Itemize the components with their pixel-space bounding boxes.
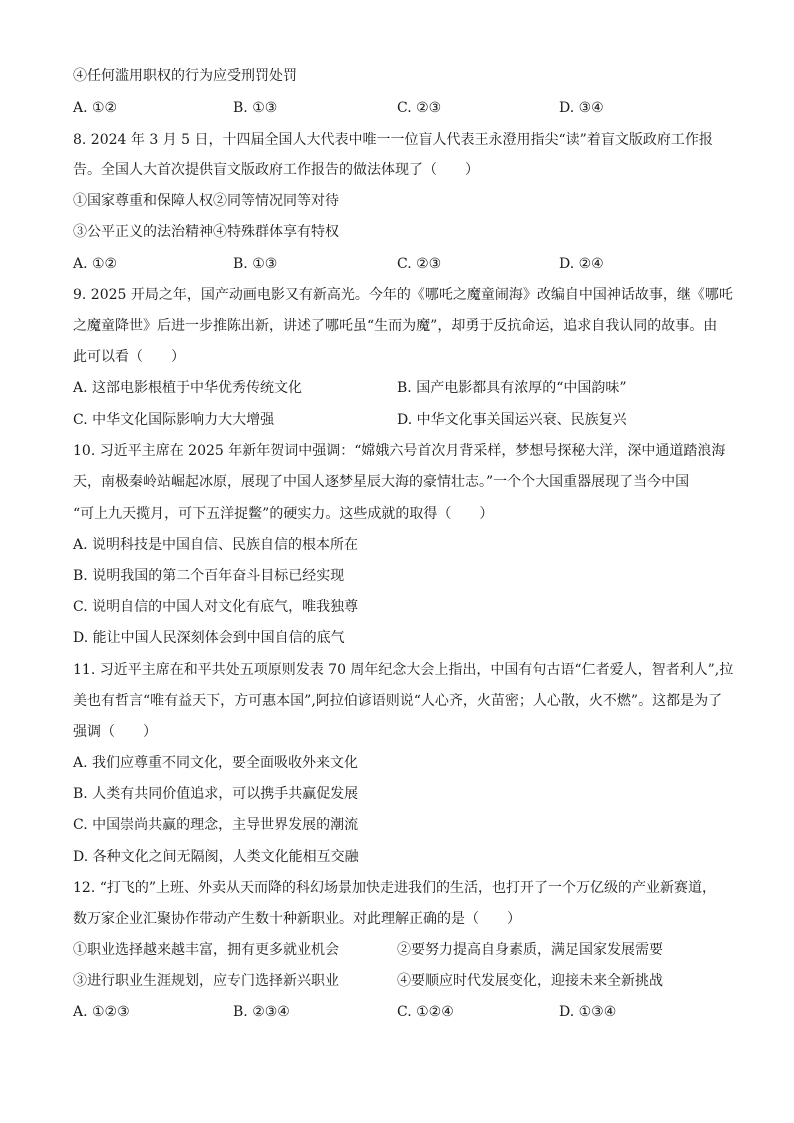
q10-stem-line1: 10. 习近平主席在 2025 年新年贺词中强调：“嫦娥六号首次月背采样，梦想号探秘大洋，深中通道踏浪海: [73, 443, 726, 459]
q7-option-d: D. ③④: [559, 100, 604, 116]
q12-option-d: D. ①③④: [559, 1004, 617, 1020]
q9-stem-line1: 9. 2025 开局之年，国产动画电影又有新高光。今年的《哪吒之魔童闹海》改编自中国神话故事，继《哪吒: [73, 287, 733, 303]
q11-option-b: B. 人类有共同价值追求，可以携手共赢促发展: [73, 786, 359, 802]
q12-stem-line2: 数万家企业汇聚协作带动产生数十种新职业。对此理解正确的是（ ）: [73, 911, 521, 927]
q9-stem-line3: 此可以看（ ）: [73, 349, 185, 365]
q11-stem-line3: 强调（ ）: [73, 724, 157, 740]
q9-stem-line2: 之魔童降世》后进一步推陈出新，讲述了哪吒虽“生而为魔”，却勇于反抗命运，追求自我认同的故事。由: [73, 318, 718, 334]
q12-stem-line1: 12. “打飞的”上班、外卖从天而降的科幻场景加快走进我们的生活，也打开了一个万亿级的产业新赛道，: [73, 880, 717, 896]
q12-item-1: ①职业选择越来越丰富，拥有更多就业机会: [73, 942, 339, 958]
q9-option-a: A. 这部电影根植于中华优秀传统文化: [73, 380, 303, 396]
q12-item-4: ④要顺应时代发展变化，迎接未来全新挑战: [397, 973, 663, 989]
q8-stem-line2: 告。全国人大首次提供盲文版政府工作报告的做法体现了（ ）: [73, 162, 479, 178]
q12-item-2: ②要努力提高自身素质，满足国家发展需要: [397, 942, 663, 958]
q9-option-c: C. 中华文化国际影响力大大增强: [73, 412, 275, 428]
q8-option-d: D. ②④: [559, 256, 604, 272]
q9-option-d: D. 中华文化事关国运兴衰、民族复兴: [397, 412, 627, 428]
q7-option-a: A. ①②: [73, 100, 118, 116]
q7-option-c: C. ②③: [397, 100, 442, 116]
q10-option-c: C. 说明自信的中国人对文化有底气，唯我独尊: [73, 599, 359, 615]
q8-stem-line1: 8. 2024 年 3 月 5 日，十四届全国人大代表中唯一一位盲人代表王永澄用指尖“读”着盲文版政府工作报: [73, 132, 713, 148]
q12-option-a: A. ①②③: [73, 1004, 130, 1020]
q11-stem-line1: 11. 习近平主席在和平共处五项原则发表 70 周年纪念大会上指出，中国有句古语“仁者爱人，智者利人”,拉: [73, 662, 734, 678]
q10-option-d: D. 能让中国人民深刻体会到中国自信的底气: [73, 630, 345, 646]
q8-option-b: B. ①③: [233, 256, 278, 272]
q10-option-b: B. 说明我国的第二个百年奋斗目标已经实现: [73, 568, 345, 584]
q11-option-c: C. 中国崇尚共赢的理念，主导世界发展的潮流: [73, 817, 359, 833]
q10-option-a: A. 说明科技是中国自信、民族自信的根本所在: [73, 537, 359, 553]
q11-stem-line2: 美也有哲言“唯有益天下，方可惠本国”,阿拉伯谚语则说“人心齐，火苗密；人心散，火不燃”。这都是为了: [73, 693, 723, 709]
q8-option-a: A. ①②: [73, 256, 118, 272]
q12-option-b: B. ②③④: [233, 1004, 290, 1020]
q7-item-4: ④任何滥用职权的行为应受刑罚处罚: [73, 68, 297, 84]
q8-option-c: C. ②③: [397, 256, 442, 272]
q12-option-c: C. ①②④: [397, 1004, 454, 1020]
q8-items-line1: ①国家尊重和保障人权②同等情况同等对待: [73, 193, 339, 209]
q11-option-d: D. 各种文化之间无隔阂，人类文化能相互交融: [73, 849, 359, 865]
q11-option-a: A. 我们应尊重不同文化，要全面吸收外来文化: [73, 755, 359, 771]
q9-option-b: B. 国产电影都具有浓厚的“中国韵味”: [397, 380, 627, 396]
q10-stem-line2: 天，南极秦岭站崛起冰原，展现了中国人逐梦星辰大海的豪情壮志。”一个个大国重器展现了当今中国: [73, 474, 690, 490]
q12-item-3: ③进行职业生涯规划，应专门选择新兴职业: [73, 973, 339, 989]
q7-option-b: B. ①③: [233, 100, 278, 116]
q8-items-line2: ③公平正义的法治精神④特殊群体享有特权: [73, 224, 339, 240]
q10-stem-line3: “可上九天揽月，可下五洋捉鳖”的硬实力。这些成就的取得（ ）: [73, 506, 494, 522]
